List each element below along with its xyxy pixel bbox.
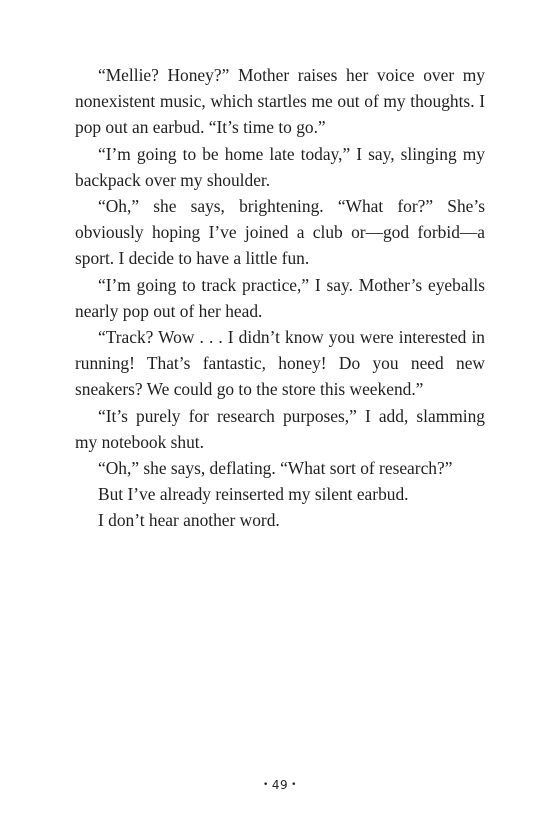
page-body xyxy=(75,62,485,534)
paragraph: “Mellie? Honey?” Mother raises her voice over my nonexistent music, which startles me out of my thoughts. I pop out an earbud. “It’s time to go.” xyxy=(75,65,485,138)
paragraph: “I’m going to be home late today,” I say, slinging my backpack over my shoulder. xyxy=(75,143,485,190)
paragraph: But I’ve already reinserted my silent earbud. xyxy=(98,484,409,505)
bullet-ornament-icon: • xyxy=(263,780,269,790)
paragraph: “Oh,” she says, deflating. “What sort of research?” xyxy=(98,458,453,479)
paragraph: “Track? Wow . . . I didn’t know you were interested in running! That’s fantastic, honey! Do you need new sneakers? We could go to the store this weekend.” xyxy=(75,327,485,400)
bullet-ornament-icon: • xyxy=(291,780,297,790)
page-number: 49 xyxy=(271,778,289,792)
paragraph: I don’t hear another word. xyxy=(98,510,280,531)
page-number-footer xyxy=(0,778,560,792)
paragraph: “Oh,” she says, brightening. “What for?” She’s obviously hoping I’ve joined a club or—god forbid—a sport. I decide to have a little fun. xyxy=(75,196,485,269)
paragraph: “It’s purely for research purposes,” I add, slamming my notebook shut. xyxy=(75,405,485,452)
paragraph: “I’m going to track practice,” I say. Mother’s eyeballs nearly pop out of her head. xyxy=(75,274,485,321)
